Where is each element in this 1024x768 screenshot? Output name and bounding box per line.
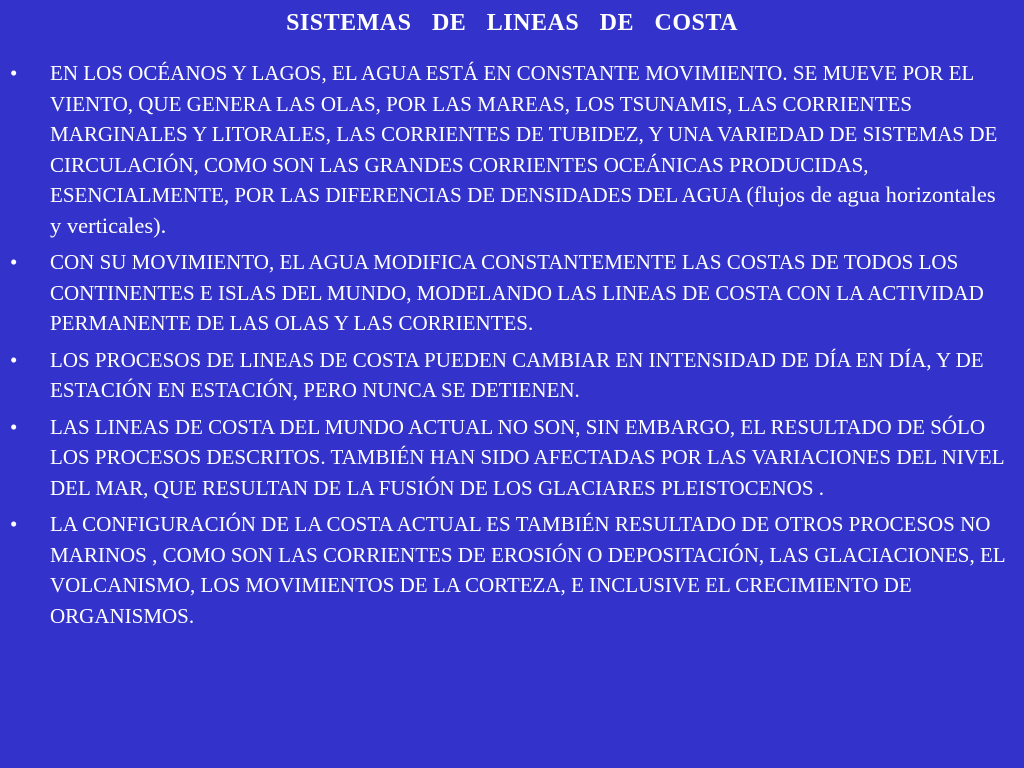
bullet-glyph: • <box>10 61 18 85</box>
paragraph-text: EN LOS OCÉANOS Y LAGOS, EL AGUA ESTÁ EN CONSTANTE MOVIMIENTO. SE MUEVE POR EL VIENTO, QUE GENERA LAS OLAS, POR LAS MAREAS, LOS TSUNAMIS, LAS CORRIENTES MARGINALES Y LITORALES, LAS CORRIENTES DE TUBIDEZ, Y UNA VARIEDAD DE SISTEMAS DE CIRCULACIÓN, COMO SON LAS GRANDES CORRIENTES OCEÁNICAS PRODUCIDAS, ESENCIALMENTE, POR LAS DIFERENCIAS DE DENSIDADES DEL AGUA <box>50 61 998 207</box>
slide-title: SISTEMAS DE LINEAS DE COSTA <box>286 10 738 36</box>
paragraph-text: CON SU MOVIMIENTO, EL AGUA MODIFICA CONSTANTEMENTE LAS COSTAS DE TODOS LOS CONTINENTES E ISLAS DEL MUNDO, MODELANDO LAS LINEAS DE COSTA CON LA ACTIVIDAD PERMANENTE DE LAS OLAS Y LAS CORRIENTES. <box>50 250 984 335</box>
bullet-glyph: • <box>10 414 18 439</box>
bullet-glyph: • <box>10 347 18 372</box>
bullet-glyph: • <box>10 512 18 536</box>
bullet-item-4 <box>0 412 1024 504</box>
bullet-list <box>0 58 1024 637</box>
paragraph-text: LOS PROCESOS DE LINEAS DE COSTA PUEDEN CAMBIAR EN INTENSIDAD DE DÍA EN DÍA, Y DE ESTACIÓN EN ESTACIÓN, PERO NUNCA SE DETIENEN. <box>50 347 984 402</box>
bullet-item-1 <box>0 58 1024 241</box>
paragraph-text: LA CONFIGURACIÓN DE LA COSTA ACTUAL ES TAMBIÉN RESULTADO DE OTROS PROCESOS NO MARINOS , COMO SON LAS CORRIENTES DE EROSIÓN O DEPOSITACIÓN, LAS GLACIACIONES, EL VOLCANISMO, LOS MOVIMIENTOS DE LA CORTEZA, E INCLUSIVE EL CRECIMIENTO DE ORGANISMOS. <box>50 512 1005 628</box>
bullet-item-3 <box>0 345 1024 406</box>
bullet-item-5 <box>0 509 1024 631</box>
bullet-glyph: • <box>10 250 18 274</box>
paragraph-text: LAS LINEAS DE COSTA DEL MUNDO ACTUAL NO SON, SIN EMBARGO, EL RESULTADO DE SÓLO LOS PROCESOS DESCRITOS. TAMBIÉN HAN SIDO AFECTADAS POR LAS VARIACIONES DEL NIVEL DEL MAR, QUE RESULTAN DE LA FUSIÓN DE LOS GLACIARES PLEISTOCENOS . <box>50 414 1004 500</box>
paragraph-tail: (flujos de agua horizontales y verticales). <box>50 182 996 238</box>
bullet-item-2 <box>0 247 1024 339</box>
